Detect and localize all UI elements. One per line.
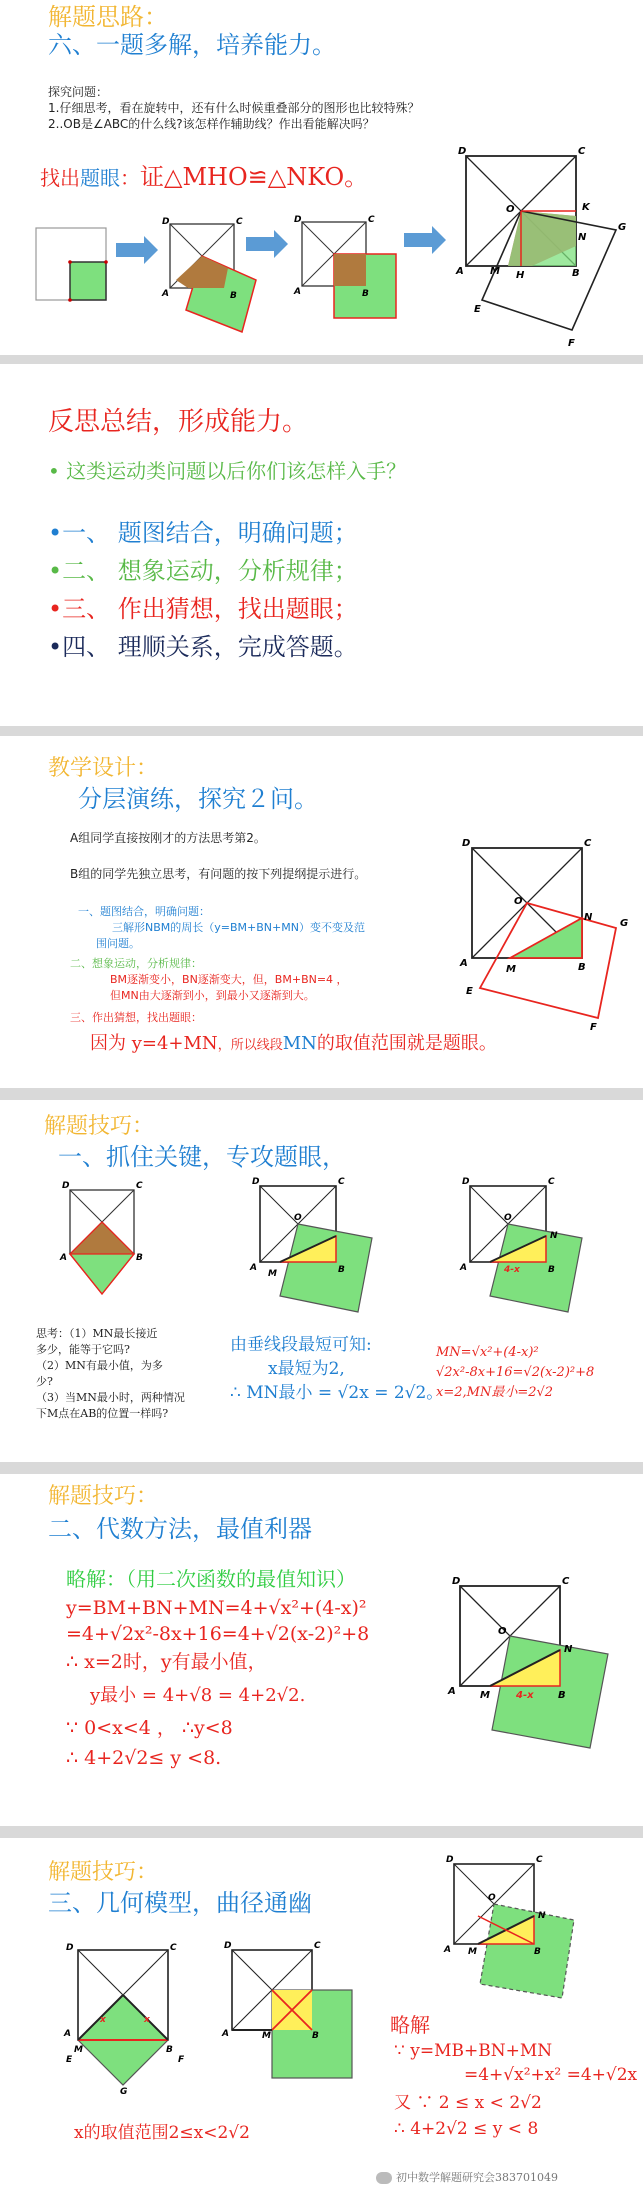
svg-text:D: D bbox=[458, 146, 467, 157]
hint-2-title: 二、想象运动，分析规律： bbox=[70, 957, 202, 970]
svg-text:C: C bbox=[368, 215, 375, 225]
think-line-1: 思考：（1）MN最长接近 bbox=[36, 1327, 158, 1340]
step-row-4 bbox=[48, 634, 358, 662]
figure-geometry-1 bbox=[64, 1943, 204, 2097]
svg-text:D: D bbox=[62, 1181, 70, 1191]
slide-subheading: 一、抓住关键，专攻题眼， bbox=[58, 1143, 346, 1171]
svg-text:N: N bbox=[578, 232, 587, 243]
svg-text:F: F bbox=[568, 338, 575, 349]
range-label: x的取值范围2≤x<2√2 bbox=[74, 2123, 250, 2143]
think-line-2: 多少，能等于它吗? bbox=[36, 1343, 130, 1356]
think-line-4: 少? bbox=[36, 1375, 53, 1388]
group-a-text: A组同学直接按刚才的方法思考第2。 bbox=[70, 831, 266, 845]
slide-1 bbox=[0, 0, 643, 355]
step-3: 三、 作出猜想，找出题眼； bbox=[62, 595, 358, 623]
conclusion-line bbox=[90, 1034, 497, 1055]
svg-text:A: A bbox=[60, 1253, 67, 1263]
arrow-right-icon bbox=[246, 230, 290, 258]
svg-text:N: N bbox=[550, 1231, 558, 1241]
svg-text:D: D bbox=[462, 1177, 470, 1187]
geo-line-1: ∵ y=MB+BN+MN bbox=[394, 2041, 553, 2061]
step-row-1 bbox=[48, 520, 358, 548]
svg-text:B: B bbox=[166, 2045, 173, 2055]
svg-text:B: B bbox=[312, 2031, 319, 2041]
group-b-text: B组的同学先独立思考，有问题的按下列提纲提示进行。 bbox=[70, 867, 367, 881]
geo-line-3: 又 ∵ 2 ≤ x < 2√2 bbox=[394, 2093, 542, 2113]
svg-text:M: M bbox=[490, 266, 500, 277]
svg-text:B: B bbox=[558, 1690, 566, 1701]
slide-title: 反思总结，形成能力。 bbox=[48, 407, 309, 437]
svg-text:F: F bbox=[178, 2055, 185, 2065]
svg-text:D: D bbox=[162, 217, 170, 227]
slide-subheading: 三、几何模型，曲径通幽 bbox=[48, 1889, 312, 1917]
slide-subheading: 六、一题多解，培养能力。 bbox=[48, 31, 336, 59]
svg-text:A: A bbox=[222, 2029, 229, 2039]
svg-text:B: B bbox=[230, 291, 237, 301]
guiding-question: 这类运动类问题以后你们该怎样入手？ bbox=[66, 459, 407, 483]
slide-3 bbox=[0, 736, 643, 1088]
svg-text:C: C bbox=[578, 146, 586, 157]
geo-line-4: ∴ 4+2√2 ≤ y < 8 bbox=[394, 2119, 539, 2139]
svg-text:D: D bbox=[66, 1943, 74, 1953]
figure-rotation-2 bbox=[294, 215, 408, 338]
svg-text:N: N bbox=[584, 912, 593, 923]
figure-design bbox=[460, 838, 636, 1042]
svg-text:A: A bbox=[460, 958, 468, 969]
find-proof: 证△MHO≌△NKO。 bbox=[140, 163, 369, 191]
arrow-right-icon bbox=[116, 236, 160, 264]
slide-subheading: 分层演练，探究２问。 bbox=[78, 785, 318, 813]
svg-text:G: G bbox=[620, 918, 629, 929]
slide-heading: 解题技巧： bbox=[48, 1484, 159, 1509]
svg-text:E: E bbox=[66, 2055, 73, 2065]
svg-text:M: M bbox=[480, 1690, 490, 1701]
svg-text:D: D bbox=[446, 1855, 454, 1865]
solution-line-2: =4+√2x²-8x+16=4+√2(x-2)²+8 bbox=[66, 1623, 370, 1645]
slide-2 bbox=[0, 364, 643, 726]
svg-text:A: A bbox=[64, 2029, 71, 2039]
svg-text:A: A bbox=[456, 266, 464, 277]
slide-heading: 解题思路： bbox=[48, 3, 168, 31]
geo-brief-title: 略解 bbox=[390, 2013, 430, 2037]
svg-text:B: B bbox=[338, 1265, 345, 1275]
svg-text:N: N bbox=[538, 1911, 546, 1921]
figure-key-2 bbox=[250, 1177, 384, 1320]
formula-line-1: MN=√x²+(4-x)² bbox=[436, 1345, 539, 1360]
step-row-3 bbox=[48, 596, 358, 624]
svg-text:G: G bbox=[120, 2087, 128, 2097]
slide-5 bbox=[0, 1474, 643, 1826]
wechat-icon bbox=[376, 2172, 392, 2184]
think-line-6: 下M点在AB的位置一样吗? bbox=[36, 1407, 169, 1420]
svg-text:C: C bbox=[136, 1181, 143, 1191]
svg-text:A: A bbox=[162, 289, 169, 299]
formula-line-3: x=2,MN最小=2√2 bbox=[436, 1385, 554, 1400]
hint-2-body-2: 但MN由大逐渐到小，到最小又逐渐到大。 bbox=[110, 989, 315, 1002]
svg-text:C: C bbox=[536, 1855, 543, 1865]
find-label: 找出 bbox=[40, 166, 80, 190]
perpendicular-line-3: ∴ MN最小 = √2x = 2√2。 bbox=[230, 1383, 444, 1403]
hint-3-title: 三、作出猜想，找出题眼： bbox=[70, 1011, 202, 1024]
figure-square-small bbox=[34, 226, 114, 306]
solution-line-6: ∴ 4+2√2≤ y <8. bbox=[66, 1747, 222, 1769]
bullet: • bbox=[48, 459, 60, 483]
svg-text:O: O bbox=[504, 1213, 512, 1223]
svg-text:C: C bbox=[562, 1576, 570, 1587]
solution-line-3: ∴ x=2时，y有最小值， bbox=[66, 1651, 267, 1673]
svg-text:O: O bbox=[294, 1213, 302, 1223]
svg-text:4-x: 4-x bbox=[516, 1690, 534, 1701]
svg-text:E: E bbox=[466, 986, 473, 997]
step-row-2 bbox=[48, 558, 358, 586]
perpendicular-line-2: x最短为2, bbox=[268, 1359, 345, 1379]
think-line-3: （2）MN有最小值，为多 bbox=[36, 1359, 163, 1372]
step-4: 四、 理顺关系，完成答题。 bbox=[62, 633, 358, 661]
geo-line-2: =4+√x²+x² =4+√2x bbox=[464, 2065, 638, 2085]
svg-text:C: C bbox=[584, 838, 592, 849]
svg-text:D: D bbox=[452, 1576, 461, 1587]
svg-text:A: A bbox=[250, 1263, 257, 1273]
figure-main-proof bbox=[456, 146, 630, 350]
svg-text:F: F bbox=[590, 1022, 597, 1033]
conclusion-part-b: ，所以线段 bbox=[217, 1038, 283, 1053]
svg-text:D: D bbox=[252, 1177, 260, 1187]
brief-text: 略解：（用二次函数的最值知识） bbox=[66, 1567, 356, 1591]
brief-solution-title bbox=[66, 1568, 356, 1591]
svg-text:G: G bbox=[618, 222, 627, 233]
slide-6 bbox=[0, 1838, 643, 2195]
figure-key-3 bbox=[460, 1177, 594, 1320]
conclusion-part-a: 因为 y=4+MN bbox=[90, 1033, 218, 1054]
hint-1-body-1: 三解形NBM的周长（y=BM+BN+MN）变不变及范 bbox=[112, 921, 365, 934]
explore-question-2: 2..OB是∠ABC的什么线?该怎样作辅助线？作出看能解决吗？ bbox=[48, 117, 375, 131]
svg-text:O: O bbox=[506, 204, 515, 215]
svg-text:B: B bbox=[578, 962, 586, 973]
svg-text:A: A bbox=[460, 1263, 467, 1273]
step-1: 一、 题图结合，明确问题； bbox=[62, 519, 358, 547]
svg-text:E: E bbox=[474, 304, 481, 315]
svg-text:K: K bbox=[582, 202, 590, 213]
slide-subheading: 二、代数方法，最值利器 bbox=[48, 1515, 312, 1543]
bullet: • bbox=[48, 519, 63, 547]
svg-text:H: H bbox=[516, 270, 525, 281]
svg-text:C: C bbox=[314, 1941, 321, 1951]
svg-text:M: M bbox=[268, 1269, 277, 1279]
bullet: • bbox=[48, 557, 63, 585]
guiding-question-row bbox=[48, 460, 406, 483]
svg-text:B: B bbox=[534, 1947, 541, 1957]
svg-text:O: O bbox=[488, 1893, 496, 1903]
watermark-text: 初中数学解题研究会383701049 bbox=[396, 2171, 558, 2184]
conclusion-mn: MN bbox=[282, 1033, 317, 1054]
svg-text:D: D bbox=[294, 215, 302, 225]
svg-text:N: N bbox=[564, 1644, 573, 1655]
hint-2-body-1: BM逐渐变小，BN逐渐变大，但，BM+BN=4 ， bbox=[110, 973, 348, 986]
svg-text:4-x: 4-x bbox=[504, 1265, 520, 1275]
svg-text:x: x bbox=[144, 2015, 150, 2025]
bullet: • bbox=[48, 595, 63, 623]
hint-1-title: 一、题图结合，明确问题： bbox=[78, 905, 210, 918]
svg-text:B: B bbox=[362, 289, 369, 299]
svg-text:B: B bbox=[572, 268, 580, 279]
svg-text:C: C bbox=[338, 1177, 345, 1187]
figure-geometry-3 bbox=[444, 1855, 598, 2008]
watermark bbox=[376, 2172, 558, 2185]
slide-4 bbox=[0, 1100, 643, 1462]
think-line-5: （3）当MN最小时，两种情况 bbox=[36, 1391, 185, 1404]
solution-line-1: y=BM+BN+MN=4+√x²+(4-x)² bbox=[66, 1597, 367, 1619]
svg-text:M: M bbox=[74, 2045, 83, 2055]
explore-title: 探究问题： bbox=[48, 85, 109, 99]
svg-text:A: A bbox=[444, 1945, 451, 1955]
hint-1-body-2: 围问题。 bbox=[96, 937, 140, 950]
svg-text:D: D bbox=[462, 838, 471, 849]
svg-text:B: B bbox=[548, 1265, 555, 1275]
find-colon: ： bbox=[120, 166, 140, 190]
svg-text:M: M bbox=[262, 2031, 271, 2041]
formula-line-2: √2x²-8x+16=√2(x-2)²+8 bbox=[436, 1365, 595, 1380]
find-eye: 题眼 bbox=[80, 166, 120, 190]
arrow-right-icon bbox=[404, 226, 448, 254]
perpendicular-title: 由垂线段最短可知: bbox=[230, 1335, 372, 1355]
figure-algebra bbox=[448, 1576, 624, 1780]
bullet: • bbox=[48, 633, 63, 661]
svg-text:A: A bbox=[448, 1686, 456, 1697]
svg-text:M: M bbox=[468, 1947, 477, 1957]
svg-text:M: M bbox=[506, 964, 516, 975]
figure-key-1 bbox=[60, 1181, 174, 1314]
explore-question-1: 1.仔细思考，看在旋转中，还有什么时候重叠部分的图形也比较特殊？ bbox=[48, 101, 420, 115]
svg-text:C: C bbox=[170, 1943, 177, 1953]
svg-text:A: A bbox=[294, 287, 301, 297]
svg-text:C: C bbox=[236, 217, 243, 227]
key-point-line bbox=[40, 164, 368, 192]
svg-text:O: O bbox=[498, 1626, 507, 1637]
svg-text:x: x bbox=[100, 2015, 106, 2025]
figure-geometry-2 bbox=[222, 1941, 366, 2094]
slide-heading: 解题技巧： bbox=[48, 1860, 159, 1885]
step-2: 二、 想象运动，分析规律； bbox=[62, 557, 358, 585]
conclusion-part-c: 的取值范围就是题眼。 bbox=[316, 1033, 497, 1054]
slide-heading: 解题技巧： bbox=[44, 1114, 155, 1139]
solution-line-5: ∵ 0<x<4 ， ∴y<8 bbox=[66, 1717, 233, 1739]
solution-line-4: y最小 = 4+√8 = 4+2√2. bbox=[90, 1685, 306, 1706]
svg-text:C: C bbox=[548, 1177, 555, 1187]
svg-text:D: D bbox=[224, 1941, 232, 1951]
svg-text:O: O bbox=[514, 896, 523, 907]
slide-heading: 教学设计： bbox=[48, 756, 159, 781]
svg-text:B: B bbox=[136, 1253, 143, 1263]
